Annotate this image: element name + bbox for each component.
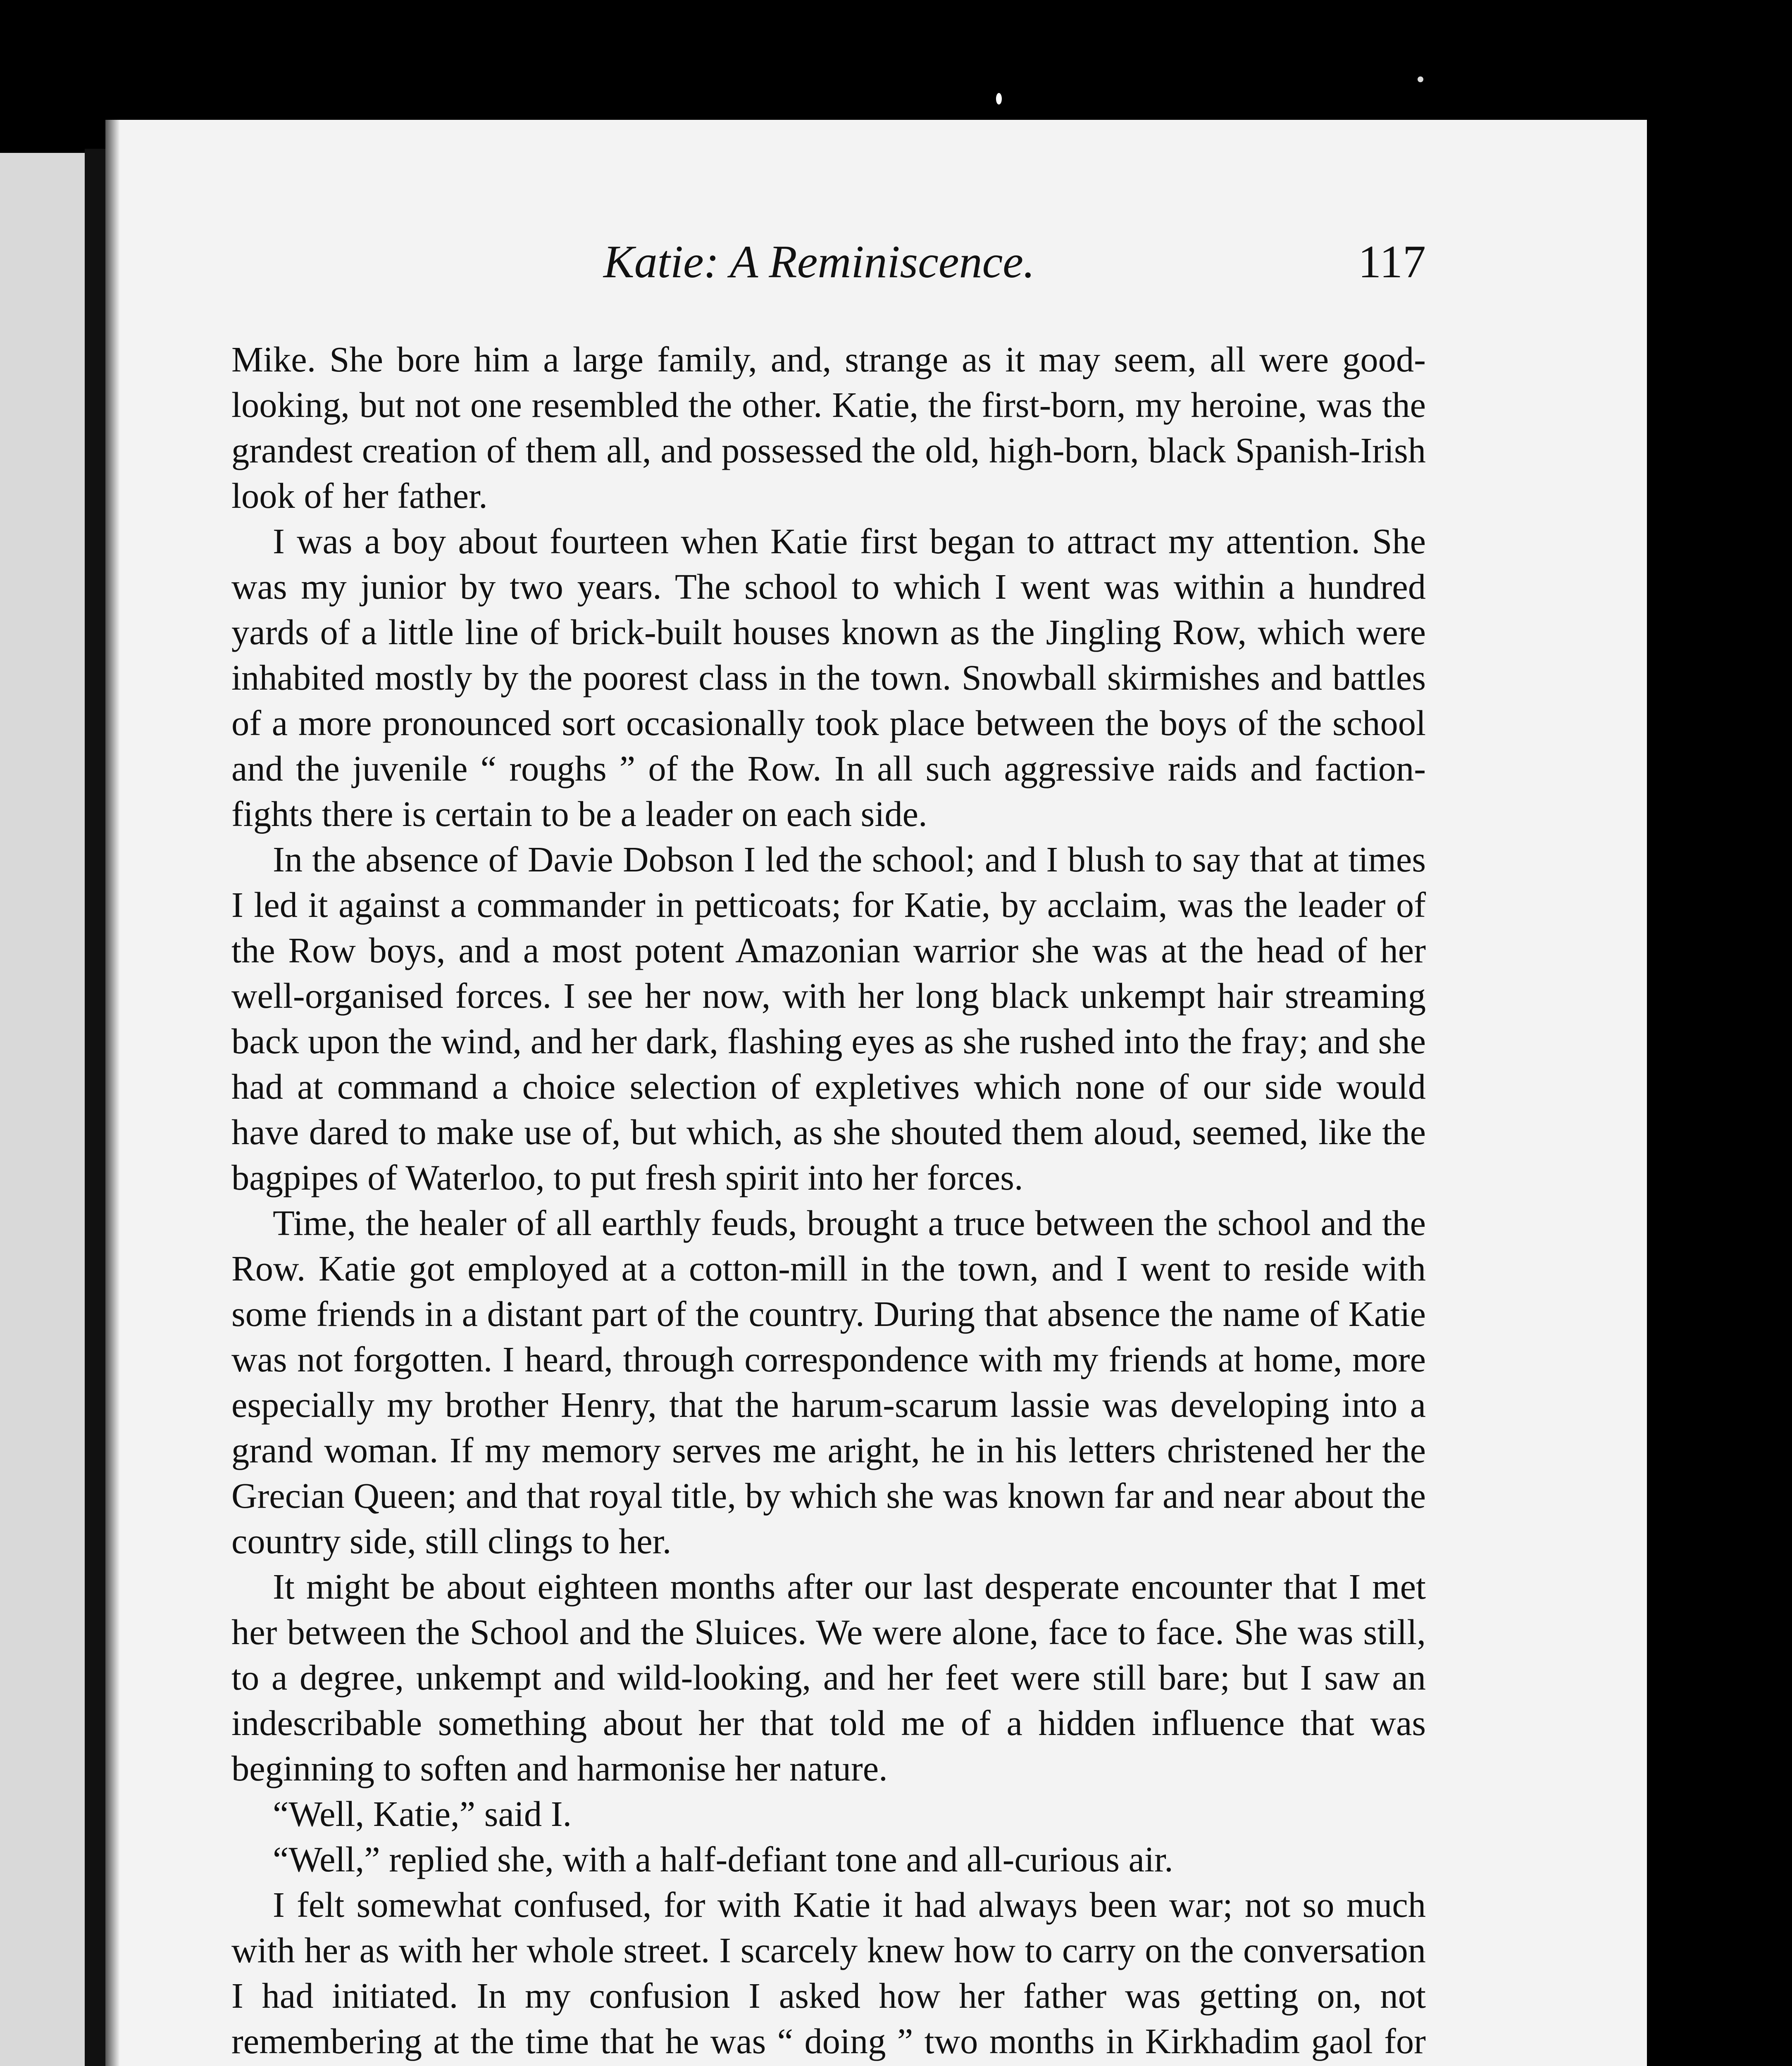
running-header [231, 236, 1426, 293]
paragraph: Mike. She bore him a large family, and, strange as it may seem, all were good-looking, but not one resembled the other. Katie, the first-born, my heroine, was the grandest creation of them all, and possessed the old, high-born, black Spanish-Irish look of her father. [231, 340, 1426, 516]
paragraph: It might be about eighteen months after our last desperate encounter that I met her between the School and the Sluices. We were alone, face to face. She was still, to a degree, unkempt and wild-looking, and her feet were still bare; but I saw an indescribable something about her that told me of a hidden influence that was beginning to soften and harmonise her nature. [231, 1567, 1426, 1788]
paragraph: I felt somewhat confused, for with Katie it had always been war; not so much with her as with her whole street. I scarcely knew how to carry on the conversation I had initiated. In my confusion I asked how her father was getting on, not remembering at the time that he was “ doing ” two months in Kirkhadim gaol for [231, 1885, 1426, 2061]
book-gutter [85, 149, 105, 2066]
page-shadow [105, 120, 120, 2066]
page-number: 117 [1358, 236, 1426, 288]
paragraph: In the absence of Davie Dobson I led the school; and I blush to say that at times I led it against a commander in petticoats; for Katie, by acclaim, was the leader of the Row boys, and a most potent Amazonian warrior she was at the head of her well-organised forces. I see her now, with her long black unkempt hair streaming back upon the wind, and her dark, flashing eyes as she rushed into the fray; and she had at command a choice selection of expletives which none of our side would have dared to make use of, but which, as she shouted them aloud, seemed, like the bagpipes of Waterloo, to put fresh spirit into her forces. [231, 840, 1426, 1197]
paragraph: “Well, Katie,” said I. [273, 1794, 572, 1834]
facing-page-edge [0, 153, 85, 2066]
body-text [231, 337, 1426, 2066]
paragraph: “Well,” replied she, with a half-defiant tone and all-curious air. [273, 1840, 1173, 1879]
scan-speck [996, 93, 1002, 105]
paragraph: I was a boy about fourteen when Katie first began to attract my attention. She was my junior by two years. The school to which I went was within a hundred yards of a little line of brick-built houses known as the Jingling Row, which were inhabited mostly by the poorest class in the town. Snowball skirmishes and battles of a more pronounced sort occasionally took place between the boys of the school and the juvenile “ roughs ” of the Row. In all such aggressive raids and faction-fights there is certain to be a leader on each side. [231, 521, 1426, 834]
paragraph: Time, the healer of all earthly feuds, brought a truce between the school and the Row. Katie got employed at a cotton-mill in the town, and I went to reside with some friends in a distant part of the country. During that absence the name of Katie was not forgotten. I heard, through correspondence with my friends at home, more especially my brother Henry, that the harum-scarum lassie was developing into a grand woman. If my memory serves me aright, he in his letters christened her the Grecian Queen; and that royal title, by which she was known far and near about the country side, still clings to her. [231, 1203, 1426, 1561]
running-title: Katie: A Reminiscence. [603, 236, 1035, 288]
scan-speck [1418, 76, 1423, 82]
